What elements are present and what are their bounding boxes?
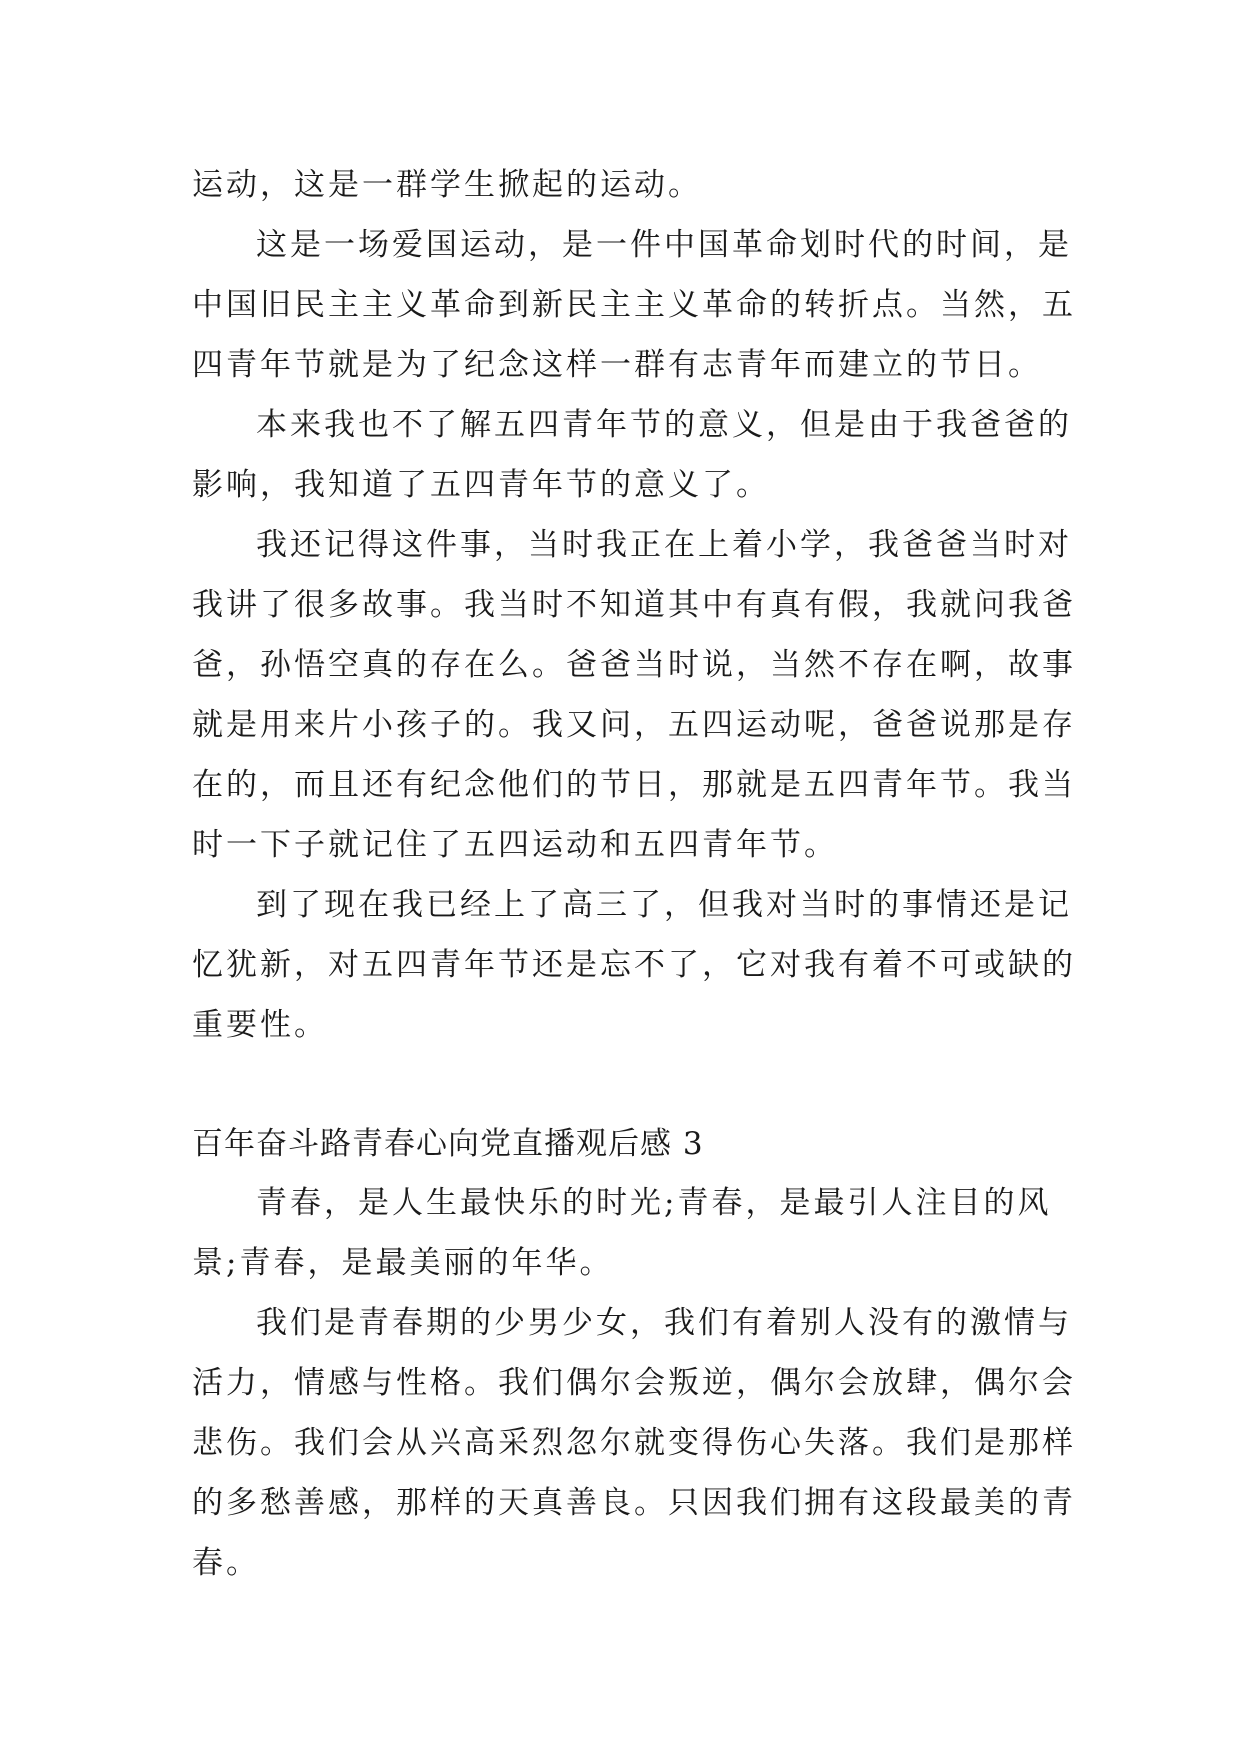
text-line: 重要性。 [192,1007,328,1043]
text-line: 本来我也不了解五四青年节的意义，但是由于我爸爸的 [256,407,1072,443]
text-line: 景;青春，是最美丽的年华。 [192,1245,614,1281]
text-line: 春。 [192,1545,260,1581]
document-page [192,155,1076,1593]
text-line: 在的，而且还有纪念他们的节日，那就是五四青年节。我当 [192,767,1076,803]
text-line: 四青年节就是为了纪念这样一群有志青年而建立的节日。 [192,347,1042,383]
text-line: 我讲了很多故事。我当时不知道其中有真有假，我就问我爸 [192,587,1076,623]
section-heading: 百年奋斗路青春心向党直播观后感 3 [192,1126,704,1162]
text-line: 青春，是人生最快乐的时光;青春，是最引人注目的风 [256,1185,1052,1221]
text-line: 这是一场爱国运动，是一件中国革命划时代的时间，是 [256,227,1072,263]
text-line: 的多愁善感，那样的天真善良。只因我们拥有这段最美的青 [192,1485,1076,1521]
text-line: 活力，情感与性格。我们偶尔会叛逆，偶尔会放肆，偶尔会 [192,1365,1076,1401]
text-line: 到了现在我已经上了高三了，但我对当时的事情还是记 [256,887,1072,923]
text-line: 爸，孙悟空真的存在么。爸爸当时说，当然不存在啊，故事 [192,647,1076,683]
text-line: 运动，这是一群学生掀起的运动。 [192,167,702,203]
text-line: 就是用来片小孩子的。我又问，五四运动呢，爸爸说那是存 [192,707,1076,743]
text-line: 忆犹新，对五四青年节还是忘不了，它对我有着不可或缺的 [192,947,1076,983]
section-gap [192,1055,1050,1115]
text-line: 我们是青春期的少男少女，我们有着别人没有的激情与 [256,1305,1072,1341]
text-line: 中国旧民主主义革命到新民主主义革命的转折点。当然，五 [192,287,1076,323]
text-line: 时一下子就记住了五四运动和五四青年节。 [192,827,838,863]
text-line: 影响，我知道了五四青年节的意义了。 [192,467,770,503]
text-line: 悲伤。我们会从兴高采烈忽尔就变得伤心失落。我们是那样 [192,1425,1076,1461]
text-line: 我还记得这件事，当时我正在上着小学，我爸爸当时对 [256,527,1072,563]
